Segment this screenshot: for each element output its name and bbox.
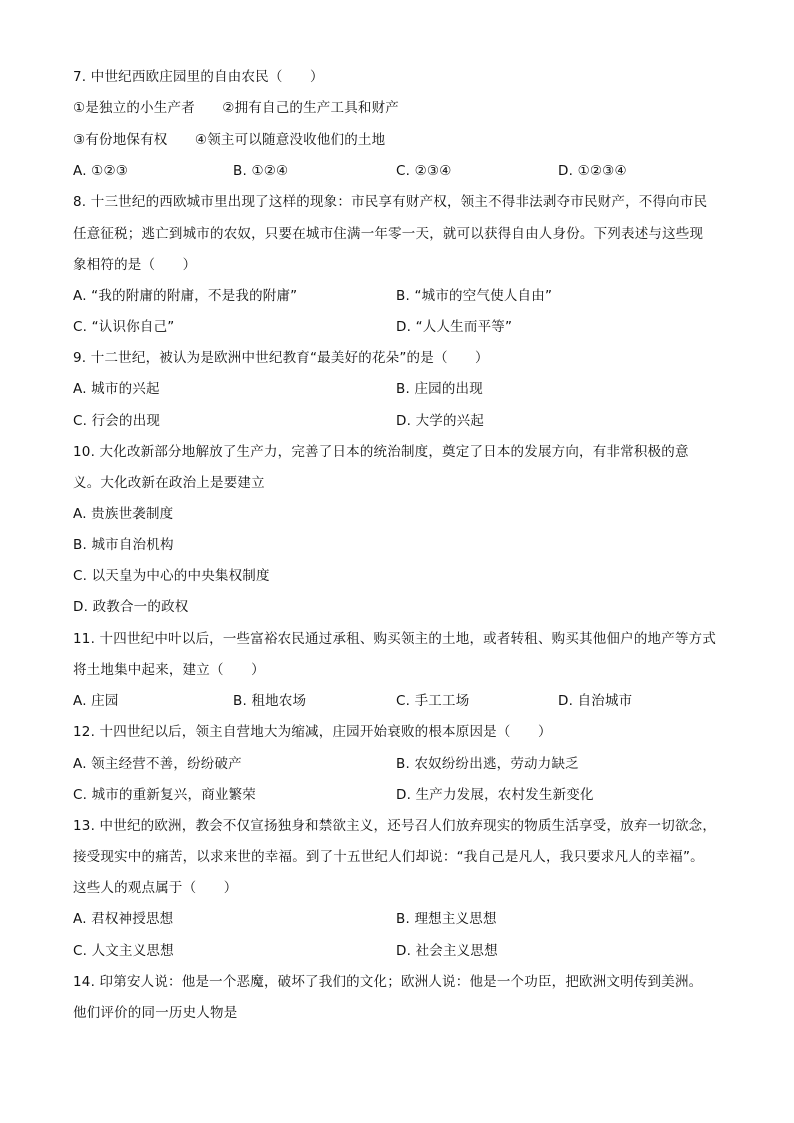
q7-option-b: B. ①②④ [233, 163, 289, 179]
q10-option-b: B. 城市自治机构 [73, 537, 174, 553]
q12-option-d: D. 生产力发展，农村发生新变化 [396, 787, 594, 803]
q7-option-a: A. ①②③ [73, 163, 129, 179]
q14-stem-line-2: 他们评价的同一历史人物是 [73, 1005, 238, 1021]
q13-option-b: B. 理想主义思想 [396, 911, 497, 927]
q12-option-b: B. 农奴纷纷出逃，劳动力缺乏 [396, 756, 579, 772]
q12-option-c: C. 城市的重新复兴，商业繁荣 [73, 787, 257, 803]
q10-option-a: A. 贵族世袭制度 [73, 506, 174, 522]
q13-option-a: A. 君权神授思想 [73, 911, 174, 927]
q8-stem-line-1: 8. 十三世纪的西欧城市里出现了这样的现象：市民享有财产权，领主不得非法剥夺市民财产，不得向市民 [73, 194, 708, 210]
q9-stem-line-1: 9. 十二世纪，被认为是欧洲中世纪教育“最美好的花朵”的是（ ） [73, 350, 489, 366]
q11-stem-line-2: 将土地集中起来，建立（ ） [73, 662, 265, 678]
q9-option-a: A. 城市的兴起 [73, 381, 160, 397]
q8-stem-line-2: 任意征税；逃亡到城市的农奴，只要在城市住满一年零一天，就可以获得自由人身份。下列表述与这些现 [73, 226, 704, 242]
q10-option-c: C. 以天皇为中心的中央集权制度 [73, 568, 270, 584]
q13-option-c: C. 人文主义思想 [73, 943, 174, 959]
q9-option-d: D. 大学的兴起 [396, 413, 485, 429]
q11-option-b: B. 租地农场 [233, 693, 307, 709]
q7-option-d: D. ①②③④ [558, 163, 627, 179]
q14-stem-line-1: 14. 印第安人说：他是一个恶魔，破坏了我们的文化；欧洲人说：他是一个功臣，把欧洲文明传到美洲。 [73, 974, 703, 990]
q12-option-a: A. 领主经营不善，纷纷破产 [73, 756, 242, 772]
q9-option-b: B. 庄园的出现 [396, 381, 483, 397]
q13-stem-line-1: 13. 中世纪的欧洲，教会不仅宣扬独身和禁欲主义，还号召人们放弃现实的物质生活享受，放弃一切欲念， [73, 818, 717, 834]
q8-option-c: C. “认识你自己” [73, 319, 175, 335]
q11-option-c: C. 手工工场 [396, 693, 470, 709]
q8-option-d: D. “人人生而平等” [396, 319, 513, 335]
q8-stem-line-3: 象相符的是（ ） [73, 257, 197, 273]
q13-stem-line-2: 接受现实中的痛苦，以求来世的幸福。到了十五世纪人们却说：“我自己是凡人，我只要求凡人的幸福”。 [73, 849, 704, 865]
q7-statement-line-1: ①是独立的小生产者 ②拥有自己的生产工具和财产 [73, 100, 400, 116]
q11-option-d: D. 自治城市 [558, 693, 633, 709]
q7-option-c: C. ②③④ [396, 163, 452, 179]
q7-stem-line-1: 7. 中世纪西欧庄园里的自由农民（ ） [73, 69, 324, 85]
q10-stem-line-1: 10. 大化改新部分地解放了生产力，完善了日本的统治制度，奠定了日本的发展方向，有非常积极的意 [73, 444, 689, 460]
q12-stem-line-1: 12. 十四世纪以后，领主自营地大为缩减，庄园开始衰败的根本原因是（ ） [73, 724, 552, 740]
q11-option-a: A. 庄园 [73, 693, 119, 709]
q7-statement-line-2: ③有份地保有权 ④领主可以随意没收他们的土地 [73, 132, 386, 148]
q8-option-b: B. “城市的空气使人自由” [396, 288, 553, 304]
q10-stem-line-2: 义。大化改新在政治上是要建立 [73, 475, 265, 491]
q9-option-c: C. 行会的出现 [73, 413, 161, 429]
q8-option-a: A. “我的附庸的附庸，不是我的附庸” [73, 288, 298, 304]
q10-option-d: D. 政教合一的政权 [73, 599, 189, 615]
q13-stem-line-3: 这些人的观点属于（ ） [73, 880, 238, 896]
q13-option-d: D. 社会主义思想 [396, 943, 498, 959]
q11-stem-line-1: 11. 十四世纪中叶以后，一些富裕农民通过承租、购买领主的土地，或者转租、购买其他佃户的地产等方式 [73, 631, 717, 647]
